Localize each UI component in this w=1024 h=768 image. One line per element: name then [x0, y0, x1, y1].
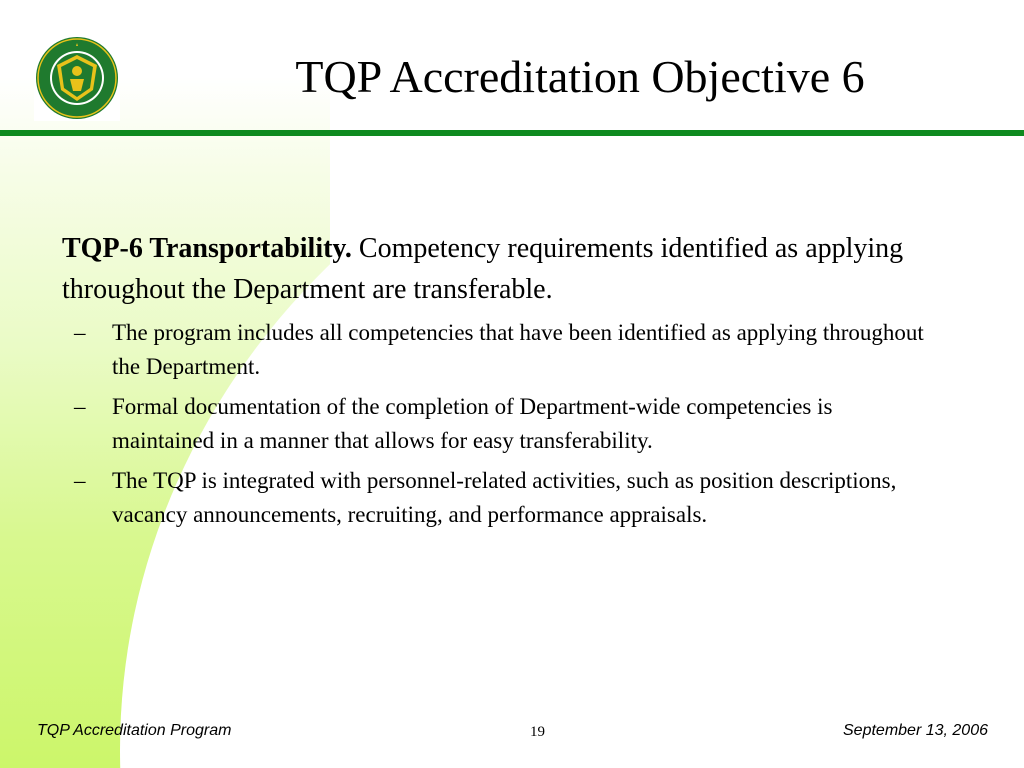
- criteria-text: The program includes all competencies that have been identified as applying throughout the Department.: [112, 320, 924, 379]
- bullet-marker: –: [74, 320, 86, 345]
- criteria-text: Formal documentation of the completion of Department-wide competencies is maintained in a manner that allows for easy transferability.: [112, 394, 833, 453]
- criteria-item: [62, 390, 932, 458]
- footer-program-name: TQP Accreditation Program: [37, 722, 232, 739]
- objective-label: TQP-6 Transportability.: [62, 233, 352, 264]
- slide-body: [62, 228, 962, 538]
- objective-text: Competency requirements identified as applying throughout the Department are transferable.: [62, 233, 904, 305]
- criteria-item: [62, 316, 932, 384]
- criteria-text: The TQP is integrated with personnel-related activities, such as position descriptions, vacancy announcements, recruiting, and performance appraisals.: [112, 468, 897, 527]
- bullet-marker: –: [74, 394, 86, 419]
- criteria-list: [62, 316, 962, 532]
- doe-seal-icon: [34, 35, 120, 121]
- page-number: 19: [530, 724, 545, 740]
- bullet-marker: –: [74, 468, 86, 493]
- objective-statement: [62, 228, 962, 310]
- footer-date: September 13, 2006: [843, 722, 988, 739]
- title-divider: [0, 130, 1024, 136]
- slide-title: TQP Accreditation Objective 6: [295, 51, 865, 102]
- criteria-item: [62, 464, 932, 532]
